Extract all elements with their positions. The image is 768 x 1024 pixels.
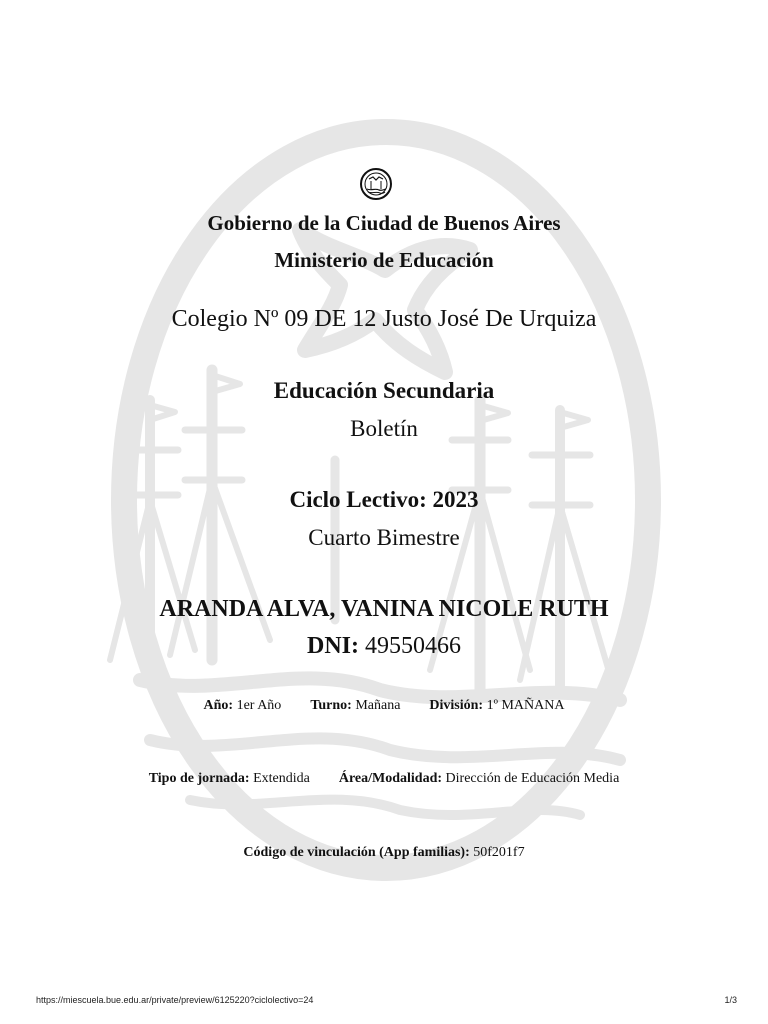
- student-dni: [0, 633, 768, 660]
- schedule-details: [0, 771, 768, 787]
- dni-label: DNI:: [307, 633, 359, 659]
- education-level: Educación Secundaria: [273, 378, 495, 403]
- code-label: Código de vinculación (App familias):: [243, 845, 470, 860]
- city-seal-icon: [359, 167, 393, 201]
- school-year: Ciclo Lectivo: 2023: [289, 487, 479, 512]
- code-value: 50f201f7: [473, 845, 525, 860]
- government-title: Gobierno de la Ciudad de Buenos Aires: [207, 211, 561, 235]
- year-value: 1er Año: [236, 698, 282, 713]
- ministry-title: Ministerio de Educación: [274, 248, 494, 272]
- footer-url: https://miescuela.bue.edu.ar/private/preview/6125220?ciclolectivo=24: [36, 995, 314, 1005]
- dni-value: 49550466: [365, 633, 461, 659]
- grading-period: Cuarto Bimestre: [308, 525, 460, 550]
- shift-label: Turno:: [310, 698, 352, 713]
- student-name: ARANDA ALVA, VANINA NICOLE RUTH: [159, 596, 609, 622]
- page-number: 1/3: [724, 995, 737, 1005]
- family-app-code: [0, 845, 768, 861]
- enrollment-details: [0, 698, 768, 714]
- shift-value: Mañana: [355, 698, 401, 713]
- area-label: Área/Modalidad:: [338, 771, 443, 786]
- schedule-value: Extendida: [253, 771, 310, 786]
- area-value: Dirección de Educación Media: [445, 771, 620, 786]
- year-label: Año:: [203, 698, 234, 713]
- document-type: Boletín: [350, 416, 418, 441]
- school-name: Colegio Nº 09 DE 12 Justo José De Urquiza: [171, 306, 597, 332]
- schedule-label: Tipo de jornada:: [148, 771, 250, 786]
- division-label: División:: [429, 698, 484, 713]
- division-value: 1º MAÑANA: [486, 698, 565, 713]
